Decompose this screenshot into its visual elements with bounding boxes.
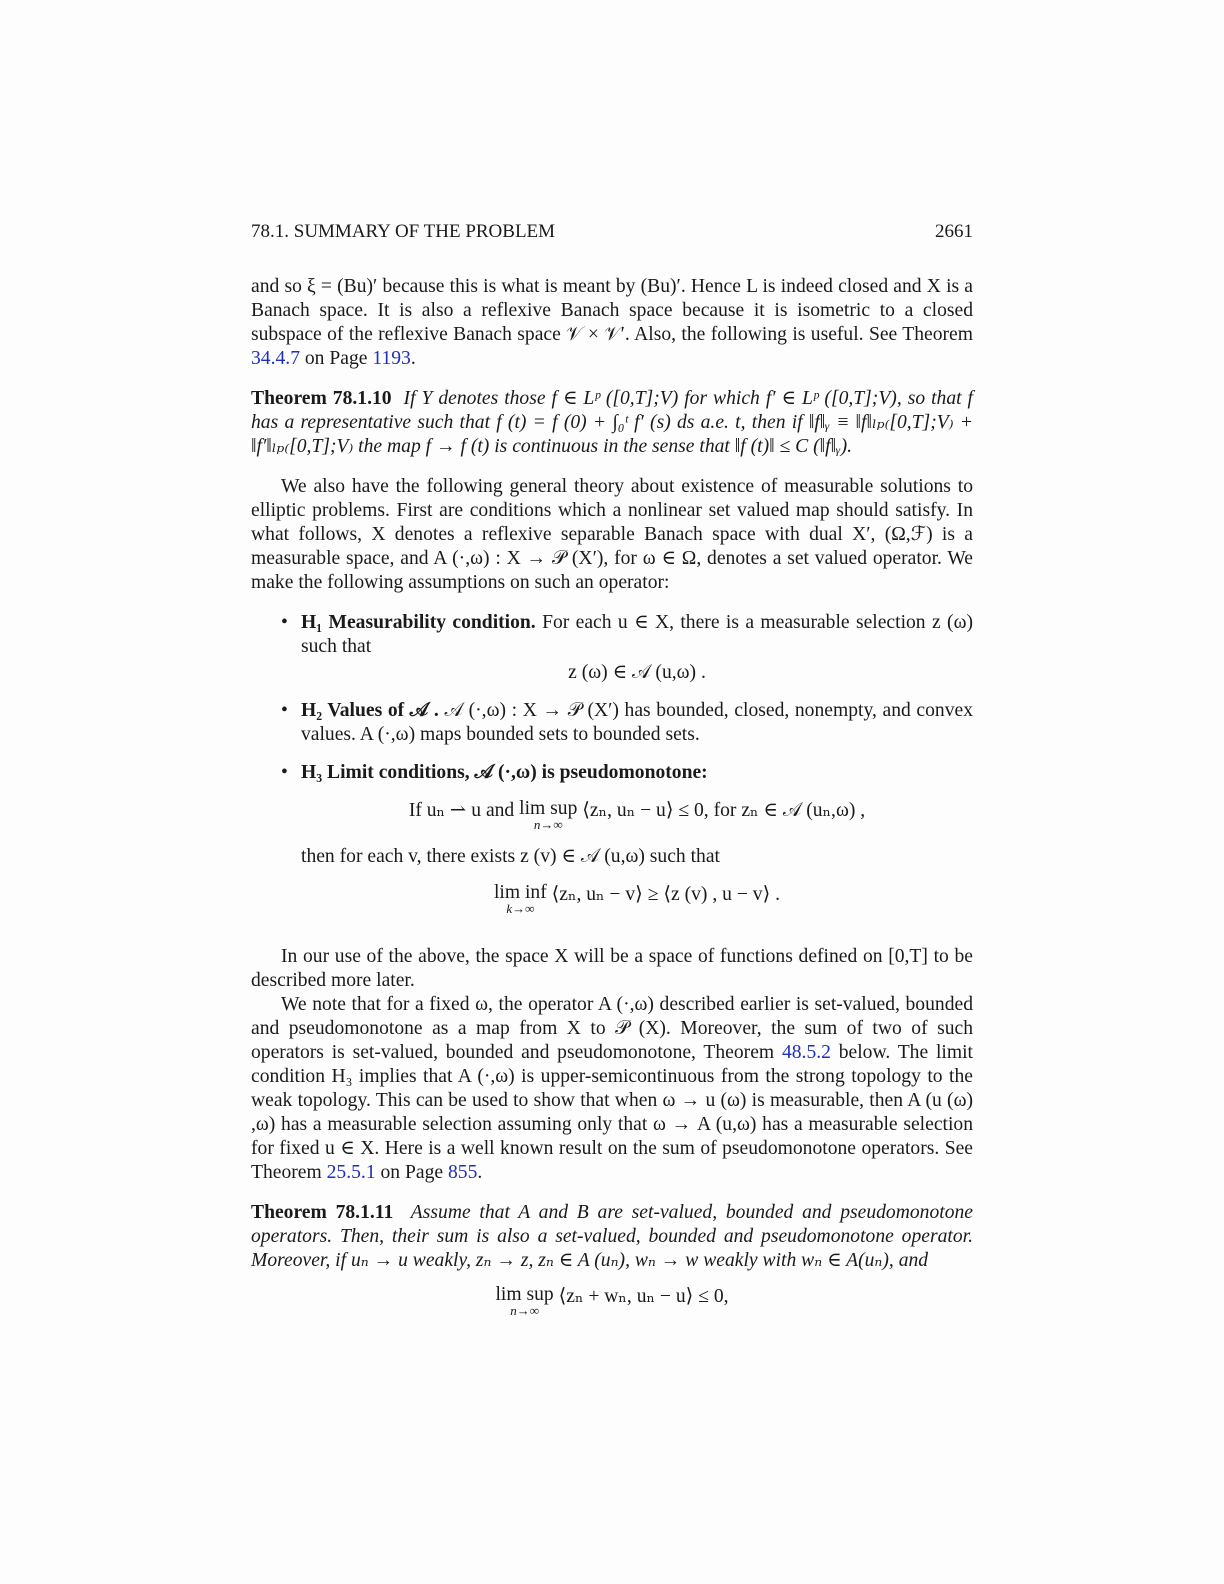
theorem-label: Theorem 78.1.10 xyxy=(251,388,392,409)
equation-text: If uₙ ⇀ u and xyxy=(408,800,520,821)
theorem-statement: If Y denotes those f ∈ Lᵖ ([0,T];V) for which f′ ∈ Lᵖ ([0,T];V), so that f has a representative such that f (t) = f (0) + ∫₀ᵗ f′ (s) ds a.e. t, then if ‖f‖ᵧ ≡ ‖f‖ₗₚ₍[0,T];V₎ + ‖f′‖ₗₚ₍[0,T];V₎ the map f → f (t) is continuous in the sense that ‖f (t)‖ ≤ C (‖f‖ᵧ). xyxy=(251,388,973,457)
theorem-label: Theorem 78.1.11 xyxy=(251,1202,394,1223)
assumption-h3 xyxy=(281,761,973,915)
limit-text: lim sup xyxy=(495,1284,554,1305)
section-title: 78.1. SUMMARY OF THE PROBLEM xyxy=(251,221,556,242)
display-equation xyxy=(301,799,973,831)
text: We note that for a fixed ω, the operator A (·,ω) described earlier is set-valued, bounded and pseudomonotone as a map from X to 𝒫 (X). Moreover, the sum of two of such operators is set-valued, bounded and pseudomonotone, Theorem xyxy=(251,994,973,1063)
theorem-78-1-11 xyxy=(251,1201,973,1273)
display-equation xyxy=(251,1285,973,1317)
paragraph-2: We also have the following general theory about existence of measurable solutions to elliptic problems. First are conditions which a nonlinear set valued map should satisfy. In what follows, X denotes a reflexive separable Banach space with dual X′, (Ω,ℱ) is a measurable space, and A (·,ω) : X → 𝒫 (X′), for ω ∈ Ω, denotes a set valued operator. We make the following assumptions on such an operator: xyxy=(251,476,973,593)
assumption-list xyxy=(251,611,973,915)
assumption-text: 𝒜 (·,ω) : X → 𝒫 (X′) has bounded, closed, nonempty, and convex values. A (·,ω) maps bounded sets to bounded sets. xyxy=(301,700,974,745)
display-equation xyxy=(301,883,973,915)
assumption-label: H₁ Measurability condition. xyxy=(301,612,536,633)
text: on Page xyxy=(299,348,373,369)
limit-subscript: k→∞ xyxy=(506,901,535,916)
equation-text: ⟨zₙ, uₙ − u⟩ ≤ 0, for zₙ ∈ 𝒜 (uₙ,ω) , xyxy=(577,800,866,821)
limit-subscript: n→∞ xyxy=(533,817,563,832)
paragraph-3: In our use of the above, the space X will be a space of functions defined on [0,T] to be described more later. xyxy=(251,946,973,991)
limit-text: lim sup xyxy=(519,798,578,819)
link-theorem-48-5-2[interactable]: 48.5.2 xyxy=(781,1042,831,1063)
limit-operator xyxy=(519,799,577,831)
limit-operator xyxy=(495,1285,553,1317)
text: . xyxy=(477,1162,483,1183)
page-body xyxy=(251,275,973,1319)
paragraph-1 xyxy=(251,275,973,371)
paragraph-4 xyxy=(251,993,973,1185)
limit-text: lim inf xyxy=(493,882,547,903)
page-number: 2661 xyxy=(935,221,973,242)
running-header xyxy=(251,220,973,244)
limit-operator xyxy=(494,883,547,915)
assumption-text: For each u ∈ X, there is a measurable selection z (ω) such that xyxy=(301,612,973,657)
assumption-h2 xyxy=(281,699,973,747)
text: below. The limit condition H₃ implies that A (·,ω) is upper-semicontinuous from the strong topology to the weak topology. This can be used to show that when ω → u (ω) is measurable, then A (u (ω) ,ω) has a measurable selection assuming only that ω → A (u,ω) has a measurable selection for fixed u ∈ X. Here is a well known result on the sum of pseudomonotone operators. See Theorem xyxy=(251,1042,973,1183)
assumption-text: then for each v, there exists z (v) ∈ 𝒜 (u,ω) such that xyxy=(301,846,720,867)
theorem-statement: Assume that A and B are set-valued, bounded and pseudomonotone operators. Then, their sum is also a set-valued, bounded and pseudomonotone operator. Moreover, if uₙ → u weakly, zₙ → z, zₙ ∈ A (uₙ), wₙ → w weakly with wₙ ∈ A(uₙ), and xyxy=(251,1202,974,1271)
link-page-855[interactable]: 855 xyxy=(448,1162,478,1183)
assumption-h1 xyxy=(281,611,973,685)
assumption-label: H₃ Limit conditions, 𝒜 (·,ω) is pseudomonotone: xyxy=(301,762,708,783)
assumption-label: H₂ Values of 𝒜 . xyxy=(301,700,439,721)
text: and so ξ = (Bu)′ because this is what is meant by (Bu)′. Hence L is indeed closed and X is a Banach space. It is also a reflexive Banach space because it is isometric to a closed subspace of the reflexive Banach space 𝒱 × 𝒱′. Also, the following is useful. See Theorem xyxy=(251,276,973,345)
text: on Page xyxy=(375,1162,448,1183)
equation-text: ⟨zₙ, uₙ − v⟩ ≥ ⟨z (v) , u − v⟩ . xyxy=(546,884,781,905)
text: . xyxy=(410,348,416,369)
theorem-78-1-10 xyxy=(251,387,973,459)
link-theorem-25-5-1[interactable]: 25.5.1 xyxy=(326,1162,376,1183)
link-theorem-34-4-7[interactable]: 34.4.7 xyxy=(251,348,300,369)
display-equation: z (ω) ∈ 𝒜 (u,ω) . xyxy=(568,662,706,683)
equation-text: ⟨zₙ + wₙ, uₙ − u⟩ ≤ 0, xyxy=(553,1286,729,1307)
limit-subscript: n→∞ xyxy=(510,1303,539,1318)
link-page-1193[interactable]: 1193 xyxy=(372,348,411,369)
